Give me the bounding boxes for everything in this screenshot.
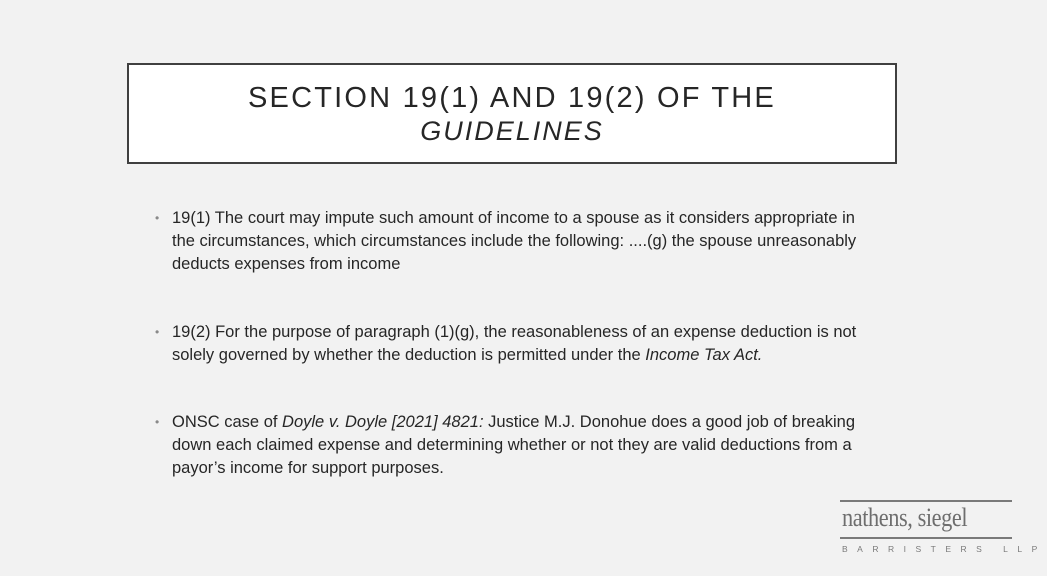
bullet-dot-icon: • <box>155 211 160 225</box>
slide-title: SECTION 19(1) AND 19(2) OF THE <box>248 81 776 114</box>
slide-title-italic: GUIDELINES <box>420 115 604 146</box>
bullet-text: 19(1) The court may impute such amount of income to a spouse as it considers appropriate in the circumstances, which circumstances include the following: ....(g) the spouse unreasonably deducts expenses from income <box>172 209 857 273</box>
logo-name: nathens, siegel <box>842 503 968 532</box>
slide-title-box <box>127 63 897 164</box>
bullet-dot-icon: • <box>155 325 160 339</box>
bullet-item <box>155 411 865 480</box>
bullet-item <box>155 207 865 276</box>
logo-tagline: BARRISTERS LLP <box>842 544 1047 554</box>
logo-rule <box>840 500 1012 502</box>
act-name: Income Tax Act. <box>645 346 763 364</box>
firm-logo <box>840 500 1047 560</box>
case-citation: Doyle v. Doyle [2021] 4821: <box>282 413 484 431</box>
bullet-text: ONSC case of Doyle v. Doyle [2021] 4821: Justice M.J. Donohue does a good job of breaking down each claimed expense and determining whether or not they are valid deductions from a payor’s income for support purposes. <box>172 413 856 477</box>
logo-rule <box>840 537 1012 539</box>
bullet-item <box>155 321 865 367</box>
bullet-dot-icon: • <box>155 415 160 429</box>
bullet-text: 19(2) For the purpose of paragraph (1)(g), the reasonableness of an expense deduction is not solely governed by whether the deduction is permitted under the Income Tax Act. <box>172 323 857 364</box>
